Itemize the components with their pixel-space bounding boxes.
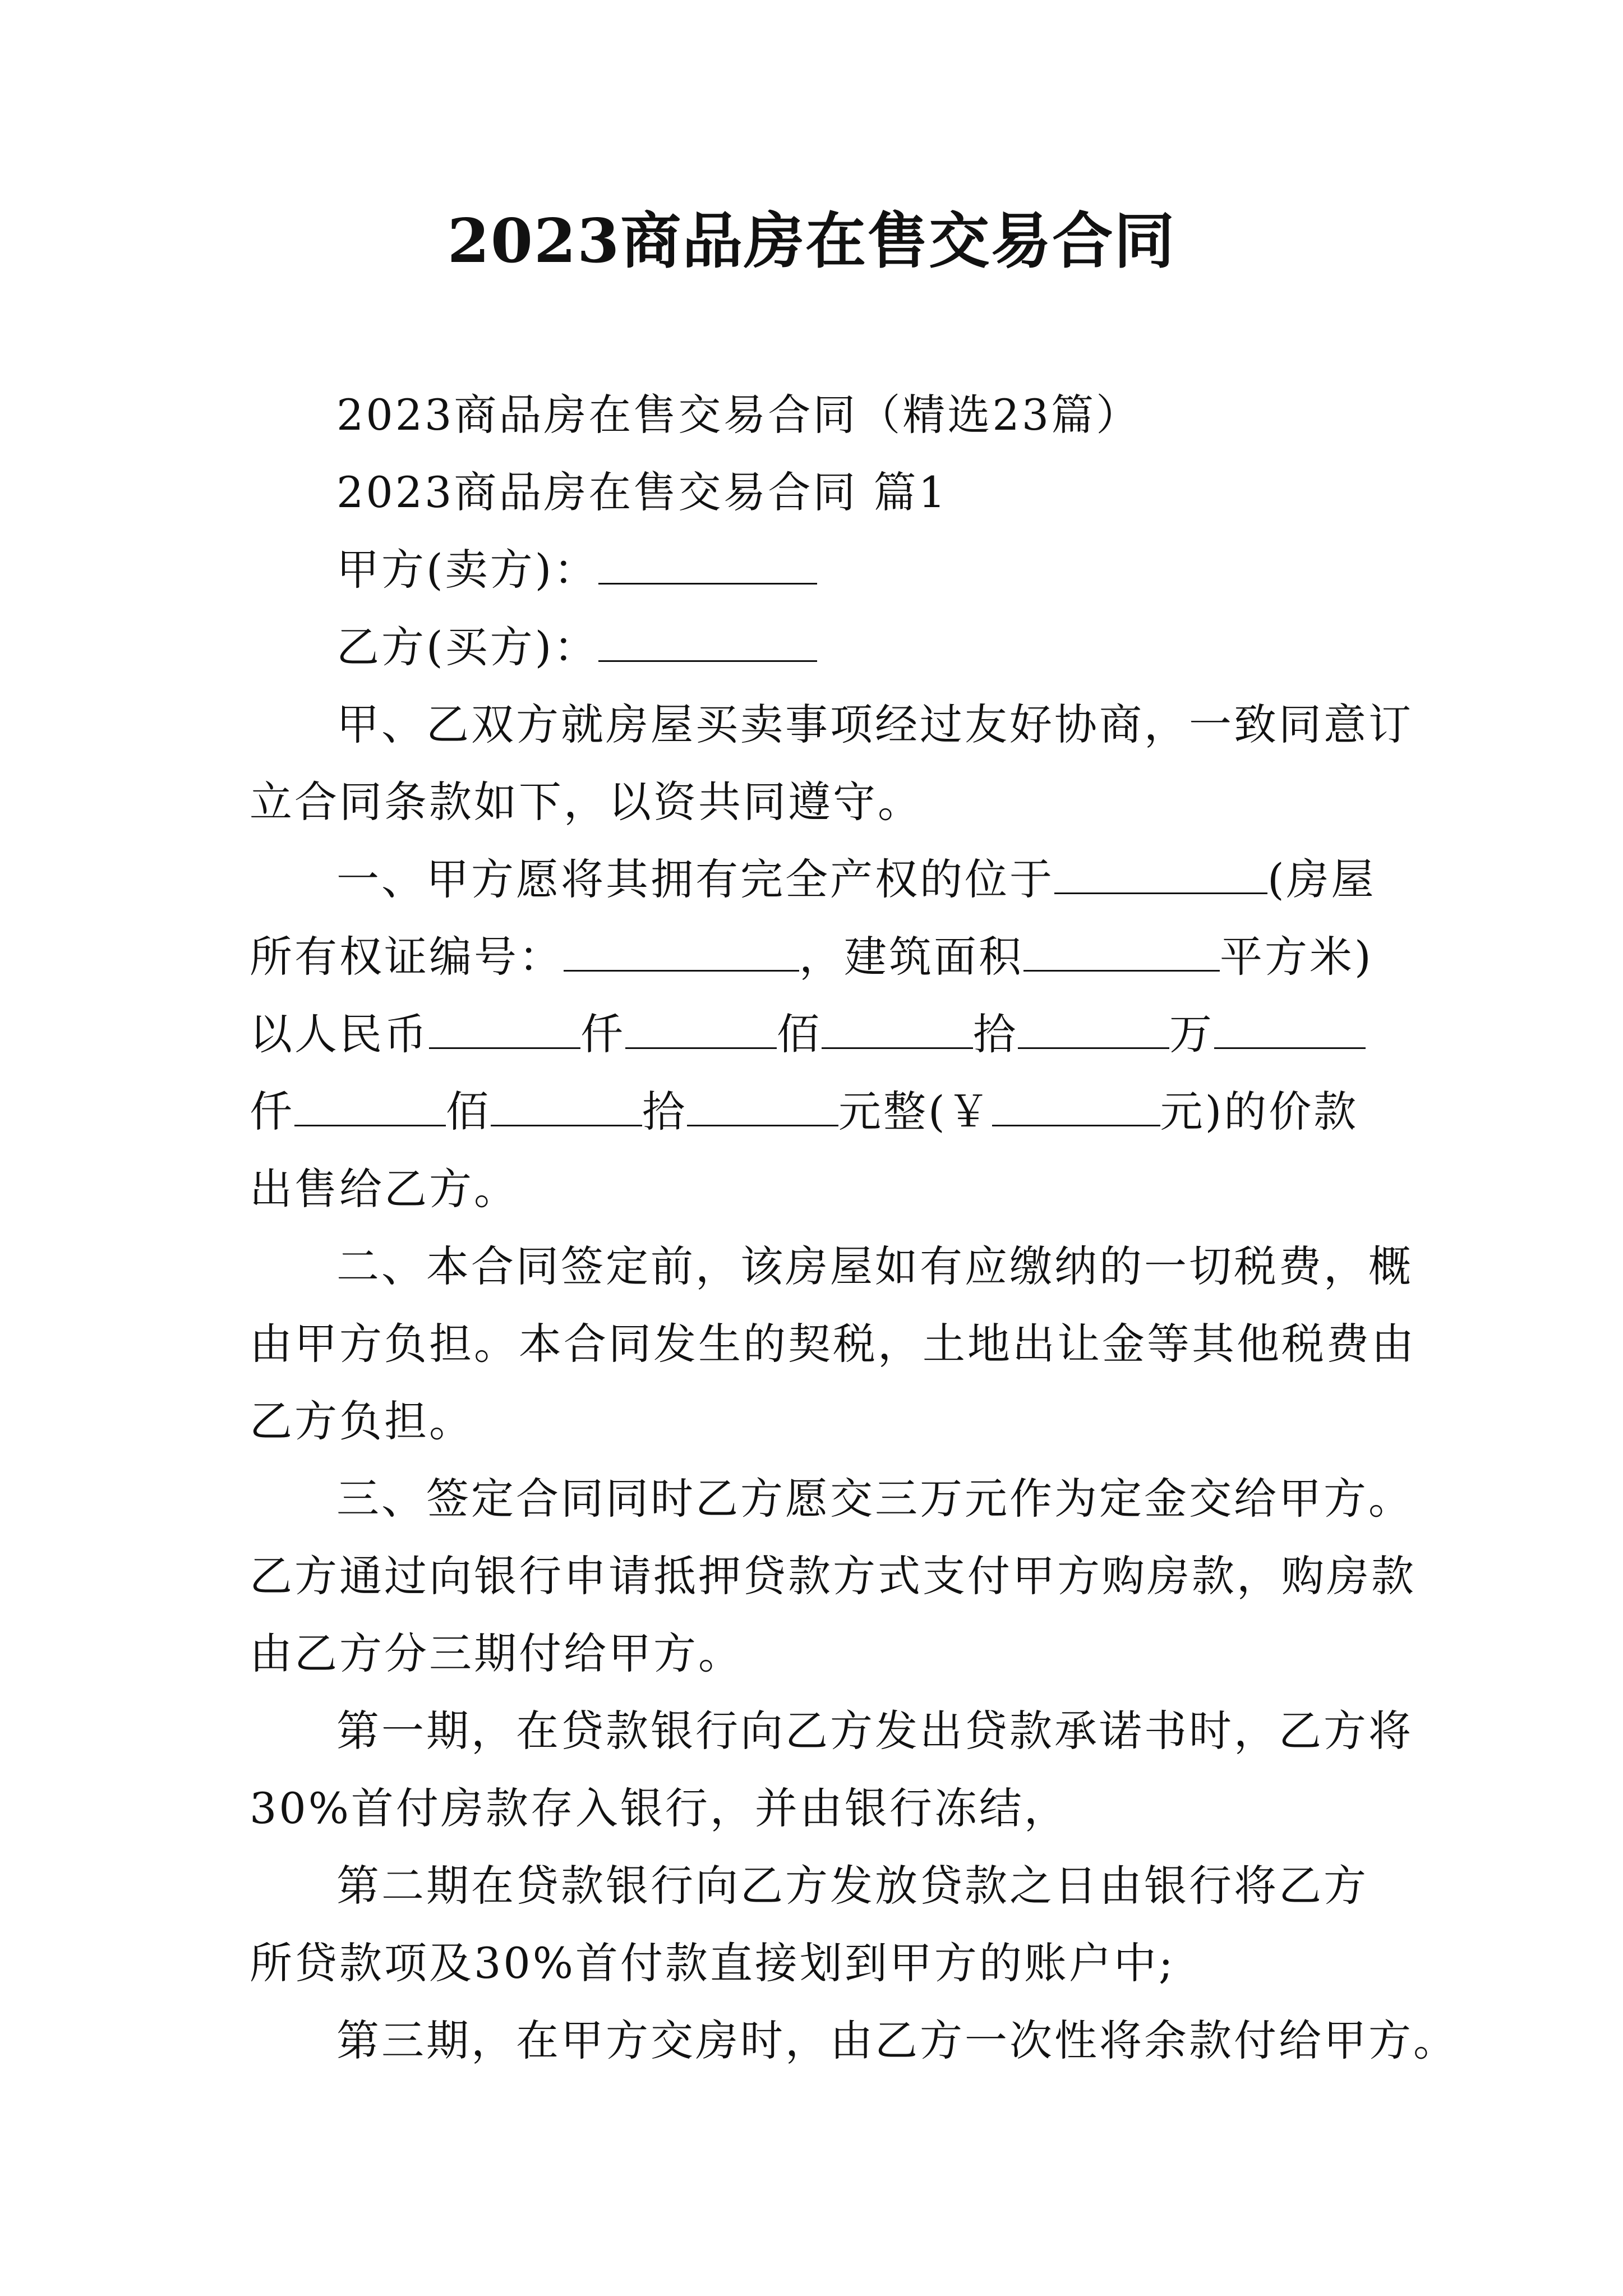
unit-text: 佰 bbox=[777, 1009, 822, 1059]
clause-text: ，建筑面积 bbox=[799, 932, 1023, 982]
paragraph-line: 出售给乙方。 bbox=[250, 1164, 519, 1214]
unit-text: 拾 bbox=[973, 1009, 1018, 1059]
paragraph-line: 第二期在贷款银行向乙方发放贷款之日由银行将乙方 bbox=[336, 1861, 1368, 1911]
party-b-line bbox=[336, 619, 817, 675]
clause-text: 一、甲方愿将其拥有完全产权的位于 bbox=[336, 854, 1054, 904]
amount-blank bbox=[491, 1085, 642, 1126]
party-a-blank bbox=[598, 544, 817, 585]
amount-blank bbox=[294, 1085, 446, 1126]
paragraph-line: 乙方负担。 bbox=[250, 1396, 474, 1446]
paragraph-line: 甲、乙双方就房屋买卖事项经过友好协商，一致同意订 bbox=[336, 700, 1413, 749]
paragraph-line: 由甲方负担。本合同发生的契税，土地出让金等其他税费由 bbox=[250, 1319, 1416, 1369]
amount-blank bbox=[1018, 1008, 1169, 1049]
amount-blank bbox=[1214, 1008, 1366, 1049]
amount-blank bbox=[429, 1008, 580, 1049]
clause-text: (房屋 bbox=[1267, 854, 1376, 904]
clause-text: 以人民币 bbox=[250, 1009, 429, 1059]
paragraph-line: 立合同条款如下，以资共同遵守。 bbox=[250, 777, 923, 827]
price-blank bbox=[992, 1085, 1160, 1126]
clause-one-line-1 bbox=[336, 852, 1376, 908]
area-blank bbox=[1023, 931, 1220, 972]
paragraph-line: 由乙方分三期付给甲方。 bbox=[250, 1628, 743, 1678]
amount-blank bbox=[822, 1008, 973, 1049]
paragraph-line: 第一期，在贷款银行向乙方发出贷款承诺书时，乙方将 bbox=[336, 1706, 1413, 1756]
paragraph-line: 乙方通过向银行申请抵押贷款方式支付甲方购房款，购房款 bbox=[250, 1551, 1416, 1601]
clause-text: 平方米) bbox=[1220, 932, 1373, 982]
clause-one-line-4 bbox=[250, 1084, 1358, 1140]
party-a-line bbox=[336, 542, 817, 598]
clause-text: 所有权证编号： bbox=[250, 932, 564, 982]
amount-blank bbox=[687, 1085, 838, 1126]
paragraph-line: 30%首付房款存入银行，并由银行冻结， bbox=[250, 1783, 1069, 1833]
clause-text: 元整(￥ bbox=[838, 1087, 992, 1137]
clause-text: 元)的价款 bbox=[1160, 1087, 1359, 1137]
amount-blank bbox=[625, 1008, 777, 1049]
unit-text: 拾 bbox=[642, 1087, 687, 1137]
subtitle-line: 2023商品房在售交易合同（精选23篇） bbox=[336, 390, 1141, 440]
clause-one-line-2 bbox=[250, 929, 1373, 985]
clause-one-line-3 bbox=[250, 1006, 1366, 1062]
unit-text: 仟 bbox=[250, 1087, 294, 1137]
certificate-number-blank bbox=[564, 931, 799, 972]
paragraph-line: 第三期，在甲方交房时，由乙方一次性将余款付给甲方。 bbox=[336, 2016, 1458, 2065]
unit-text: 佰 bbox=[446, 1087, 491, 1137]
paragraph-line: 三、签定合同同时乙方愿交三万元作为定金交给甲方。 bbox=[336, 1474, 1413, 1524]
paragraph-line: 所贷款项及30%首付款直接划到甲方的账户中; bbox=[250, 1938, 1175, 1988]
paragraph-line: 二、本合同签定前，该房屋如有应缴纳的一切税费，概 bbox=[336, 1241, 1413, 1291]
unit-text: 仟 bbox=[580, 1009, 625, 1059]
party-a-label: 甲方(卖方)： bbox=[336, 545, 599, 595]
section-heading: 2023商品房在售交易合同 篇1 bbox=[336, 467, 948, 517]
party-b-label: 乙方(买方)： bbox=[336, 622, 599, 672]
location-blank bbox=[1054, 853, 1267, 894]
party-b-blank bbox=[598, 621, 817, 662]
document-title: 2023商品房在售交易合同 bbox=[447, 206, 1176, 277]
unit-text: 万 bbox=[1169, 1009, 1214, 1059]
